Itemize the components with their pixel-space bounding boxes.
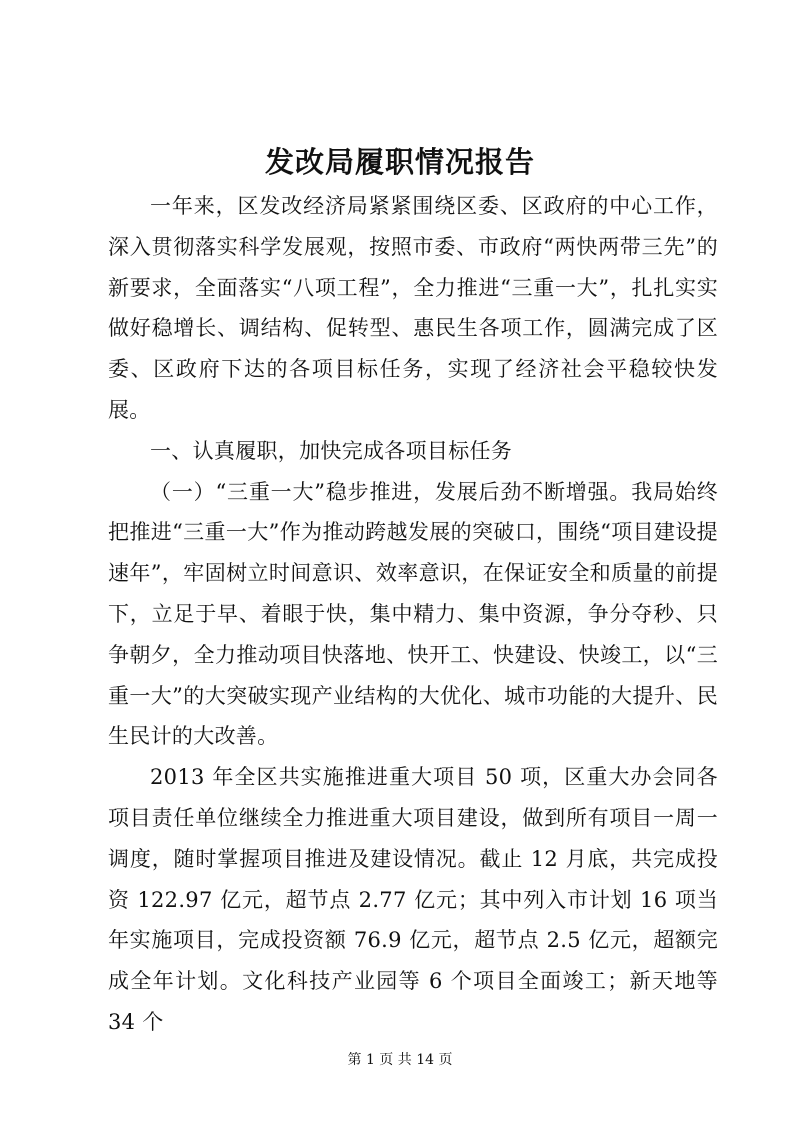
projects-paragraph: 2013 年全区共实施推进重大项目 50 项，区重大办会同各项目责任单位继续全力推进重大项目建设，做到所有项目一周一调度，随时掌握项目推进及建设情况。截止 12 月底，共完成投资 122.97 亿元，超节点 2.77 亿元；其中列入市计划 16 项当年实施项目，完成投资额 76.9 亿元，超节点 2.5 亿元，超额完成全年计划。文化科技产业园等 6 个项目全面竣工；新天地等 34 个 (108, 765, 718, 1034)
section-heading: 一、认真履职，加快完成各项目标任务 (150, 438, 513, 463)
subsection-paragraph: （一）“三重一大”稳步推进，发展后劲不断增强。我局始终把推进“三重一大”作为推动跨越发展的突破口，围绕“项目建设提速年”，牢固树立时间意识、效率意识，在保证安全和质量的前提下，立足于早、着眼于快，集中精力、集中资源，争分夺秒、只争朝夕，全力推动项目快落地、快开工、快建设、快竣工，以“三重一大”的大突破实现产业结构的大优化、城市功能的大提升、民生民计的大改善。 (108, 479, 718, 749)
intro-paragraph: 一年来，区发改经济局紧紧围绕区委、区政府的中心工作，深入贯彻落实科学发展观，按照市委、市政府“两快两带三先”的新要求，全面落实“八项工程”，全力推进“三重一大”，扎扎实实做好稳增长、调结构、促转型、惠民生各项工作，圆满完成了区委、区政府下达的各项目标任务，实现了经济社会平稳较快发展。 (108, 194, 718, 422)
document-title: 发改局履职情况报告 (264, 145, 535, 179)
document-body (108, 186, 718, 1043)
page-number-footer: 第 1 页 共 14 页 (347, 1052, 453, 1068)
